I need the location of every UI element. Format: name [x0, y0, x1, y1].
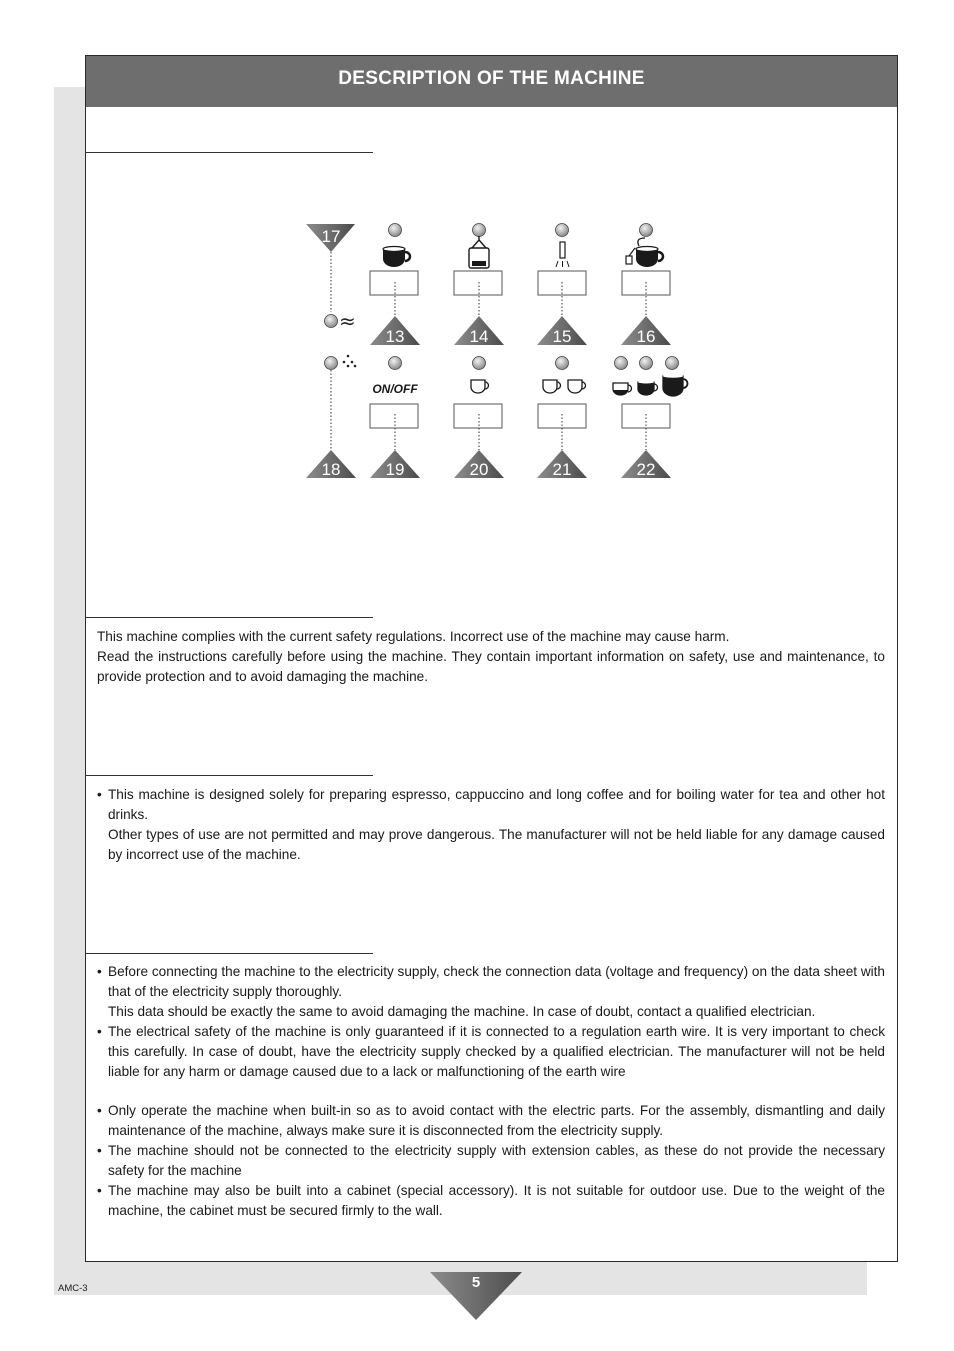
button-strength[interactable] [622, 404, 670, 428]
two-cups-icon [543, 380, 586, 393]
button-onoff[interactable] [370, 404, 418, 428]
electrical-bullet-2: • The electrical safety of the machine is only guaranteed if it is connected to a regulation earth wire. It is very important to check this carefully. In case of doubt, have the electricity supply checked by a qualified electrician. The manufacturer will not be held liable for any harm or damage caused due to a lack or malfunctioning of the earth wire [97, 1022, 885, 1082]
led-coffee [389, 224, 402, 237]
electrical-bullet-1-cont: This data should be exactly the same to avoid damaging the machine. In case of doubt, contact a qualified electrician. [108, 1004, 816, 1019]
use-bullet-1: • This machine is designed solely for preparing espresso, cappuccino and long coffee and for boiling water for tea and other hot drinks. [97, 785, 885, 825]
label-17: 17 [321, 227, 341, 246]
led-onoff [389, 357, 402, 370]
section-rule-4 [86, 953, 373, 954]
triangle-16 [621, 316, 671, 346]
steam-indicator [325, 309, 356, 333]
strength-medium-icon [638, 381, 658, 396]
intro-line-2: Read the instructions carefully before using the machine. They contain important information on safety, use and maintenance, to provide protection and to avoid damaging the machine. [97, 649, 885, 684]
triangle-15 [537, 316, 587, 346]
control-panel-diagram [86, 56, 899, 506]
triangle-17 [306, 224, 355, 252]
svg-text:20: 20 [469, 460, 489, 479]
led-one-cup [473, 357, 486, 370]
content-frame [85, 55, 898, 1262]
strength-mild-icon [613, 383, 632, 395]
led-two-cups [556, 357, 569, 370]
triangle-13 [370, 316, 420, 346]
led-grinder [473, 224, 486, 237]
button-one-cup[interactable] [454, 404, 502, 428]
electrical-bullet-3: • Only operate the machine when built-in so as to avoid contact with the electric parts. For the assembly, dismantling and daily maintenance of the machine, always make sure it is disconnected from the electricity supply. [97, 1101, 885, 1141]
page-number: 5 [471, 1274, 481, 1291]
led-strength-3 [666, 357, 679, 370]
grinder-icon [469, 236, 489, 268]
svg-text:14: 14 [469, 327, 489, 346]
triangle-19 [370, 450, 420, 479]
section-rule-3 [86, 775, 373, 776]
coffee-cup-icon [383, 247, 410, 268]
triangle-20 [454, 450, 504, 479]
use-bullet-1-cont: Other types of use are not permitted and may prove dangerous. The manufacturer will not be held liable for any damage caused by incorrect use of the machine. [108, 827, 885, 862]
svg-text:22: 22 [636, 460, 656, 479]
one-cup-icon [471, 380, 489, 393]
triangle-18 [306, 450, 356, 479]
led-steam-nozzle [556, 224, 569, 237]
steam-nozzle-icon [556, 242, 569, 267]
button-coffee[interactable] [370, 271, 418, 295]
document-code: AMC-3 [58, 1283, 88, 1294]
svg-text:13: 13 [385, 327, 405, 346]
intro-line-1: This machine complies with the current safety regulations. Incorrect use of the machine may cause harm. [97, 629, 730, 644]
triangle-14 [454, 316, 504, 346]
cappuccino-icon [626, 238, 663, 267]
electrical-bullet-1: • Before connecting the machine to the electricity supply, check the connection data (voltage and frequency) on the data sheet with that of the electricity supply thoroughly. [97, 962, 885, 1002]
onoff-label: ON/OFF [372, 382, 418, 396]
svg-text:19: 19 [385, 460, 405, 479]
intro-text [97, 627, 885, 687]
electrical-text [97, 962, 885, 1221]
section-rule-2 [86, 617, 373, 618]
triangle-21 [537, 450, 587, 479]
use-text [97, 785, 885, 865]
water-indicator [325, 355, 357, 370]
svg-text:18: 18 [321, 460, 341, 479]
svg-text:21: 21 [552, 460, 572, 479]
led-strength-2 [640, 357, 653, 370]
led-strength-1 [615, 357, 628, 370]
page-title: DESCRIPTION OF THE MACHINE [338, 68, 645, 89]
wave-icon: ≈ [339, 309, 356, 333]
strength-strong-icon [663, 374, 688, 396]
svg-text:16: 16 [636, 327, 656, 346]
electrical-bullet-4: • The machine should not be connected to the electricity supply with extension cables, as these do not provide the necessary safety for the machine [97, 1141, 885, 1181]
triangle-22 [621, 450, 671, 479]
led-cappuccino [640, 224, 653, 237]
electrical-bullet-5: • The machine may also be built into a cabinet (special accessory). It is not suitable for outdoor use. Due to the weight of the machine, the cabinet must be secured firmly to the wall. [97, 1181, 885, 1221]
button-grinder[interactable] [454, 271, 502, 295]
button-two-cups[interactable] [538, 404, 586, 428]
svg-text:15: 15 [552, 327, 572, 346]
